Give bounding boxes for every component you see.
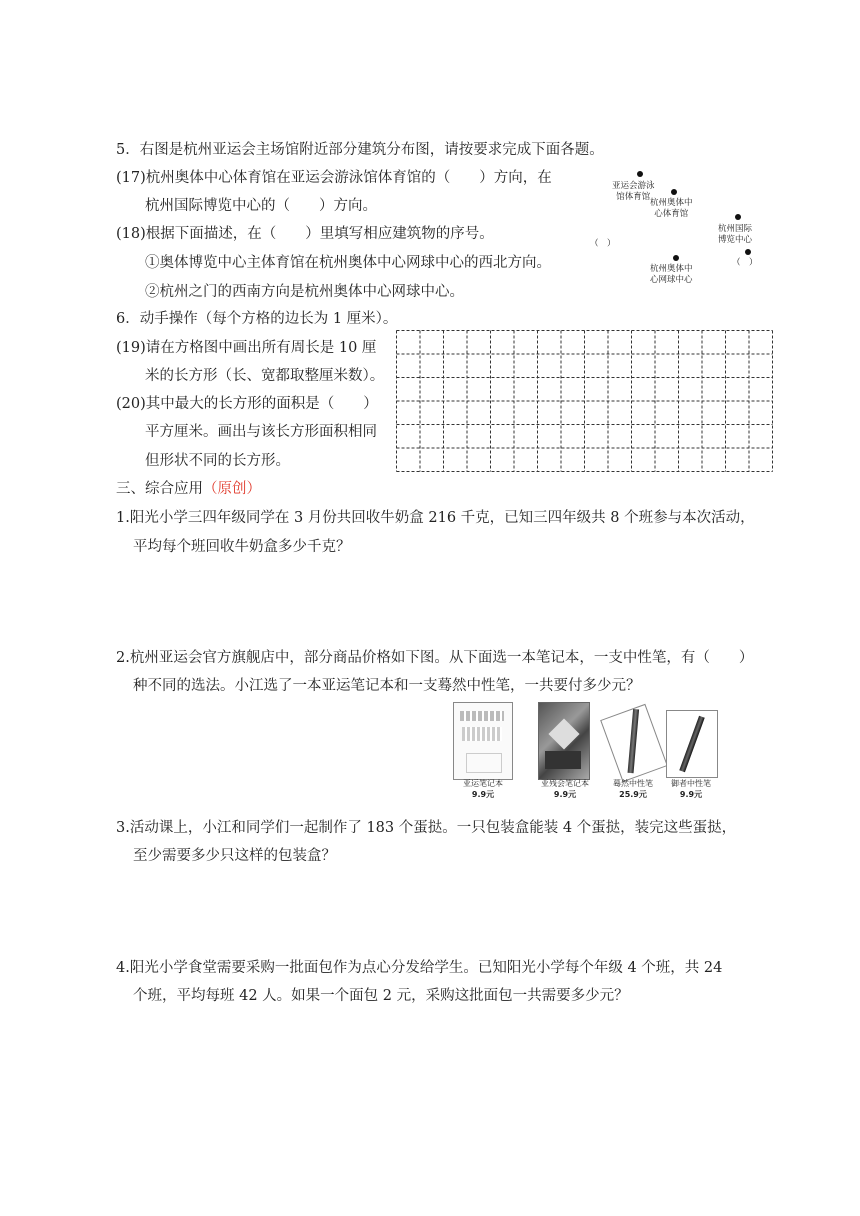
product-price-2: 9.9元	[553, 790, 577, 799]
p4-line2: 个班，平均每班 42 人。如果一个面包 2 元，采购这批面包一共需要多少元？	[133, 988, 629, 1004]
product-price-3: 25.9元	[619, 790, 647, 799]
grid-lines	[396, 330, 776, 472]
unknown-dot	[745, 249, 751, 255]
q18-item2: ②杭州之门的西南方向是杭州奥体中心网球中心。	[145, 284, 464, 300]
product-name-4: 御者中性笔	[671, 779, 711, 788]
product-price-4: 9.9元	[679, 790, 703, 799]
product-name-2: 亚残会笔记本	[541, 779, 589, 788]
q17-line1: (17)杭州奥体中心体育馆在亚运会游泳馆体育馆的（ ）方向，在	[116, 170, 552, 186]
product-name-3: 蓦然中性笔	[613, 779, 653, 788]
q18-item1: ①奥体博览中心主体育馆在杭州奥体中心网球中心的西北方向。	[145, 255, 551, 271]
product-price-1: 9.9元	[471, 790, 495, 799]
q20-line2: 平方厘米。画出与该长方形面积相同	[145, 424, 377, 440]
product-name-1: 亚运笔记本	[463, 779, 503, 788]
blank-left: （ ）	[590, 239, 616, 249]
p4-line1: 4.阳光小学食堂需要采购一批面包作为点心分发给学生。已知阳光小学每个年级 4 个班，共 24	[116, 960, 723, 976]
p2-line2: 种不同的选法。小江选了一本亚运笔记本和一支蓦然中性笔，一共要付多少元？	[133, 678, 641, 694]
tennis-label: 杭州奥体中 心网球中心	[650, 264, 693, 285]
q5-title: 5．右图是杭州亚运会主场馆附近部分建筑分布图，请按要求完成下面各题。	[116, 142, 604, 158]
q19-line1: (19)请在方格图中画出所有周长是 10 厘	[116, 340, 377, 356]
original-tag: （原创）	[203, 481, 261, 497]
gym-dot	[671, 189, 677, 195]
q18-line1: (18)根据下面描述，在（ ）里填写相应建筑物的序号。	[116, 226, 494, 242]
para-games-notebook-image	[538, 702, 590, 780]
section3-heading: 三、综合应用	[116, 481, 203, 497]
q20-line3: 但形状不同的长方形。	[145, 453, 290, 469]
q19-line2: 米的长方形（长、宽都取整厘米数）。	[145, 368, 385, 384]
building-map	[590, 164, 780, 289]
swim-hall-dot	[637, 171, 643, 177]
gym-label: 杭州奥体中 心体育馆	[650, 198, 693, 219]
q6-title: 6．动手操作（每个方格的边长为 1 厘米）。	[116, 311, 398, 327]
p2-line1: 2.杭州亚运会官方旗舰店中，部分商品价格如下图。从下面选一本笔记本，一支中性笔，有（ ）	[116, 650, 754, 666]
expo-dot	[735, 214, 741, 220]
square-grid[interactable]	[396, 330, 776, 472]
p1-line1: 1.阳光小学三四年级同学在 3 月份共回收牛奶盒 216 千克，已知三四年级共 8 个班参与本次活动，	[116, 510, 755, 526]
p1-line2: 平均每个班回收牛奶盒多少千克？	[133, 539, 351, 555]
q17-line2: 杭州国际博览中心的（ ）方向。	[145, 198, 377, 214]
expo-label: 杭州国际 博览中心	[718, 224, 753, 245]
blank-right: （ ）	[732, 258, 758, 268]
section3-title	[116, 479, 261, 499]
swim-hall-label: 亚运会游泳 馆体育馆	[612, 181, 655, 202]
p3-line1: 3.活动课上，小江和同学们一起制作了 183 个蛋挞。一只包装盒能装 4 个蛋挞，装完这些蛋挞，	[116, 820, 737, 836]
q20-line1: (20)其中最大的长方形的面积是（ ）	[116, 396, 378, 412]
p3-line2: 至少需要多少只这样的包装盒？	[133, 848, 336, 864]
tennis-dot	[673, 255, 679, 261]
yuzhe-pen-image	[666, 710, 718, 778]
moran-pen-image	[600, 704, 668, 782]
asian-games-notebook-image	[453, 702, 513, 780]
